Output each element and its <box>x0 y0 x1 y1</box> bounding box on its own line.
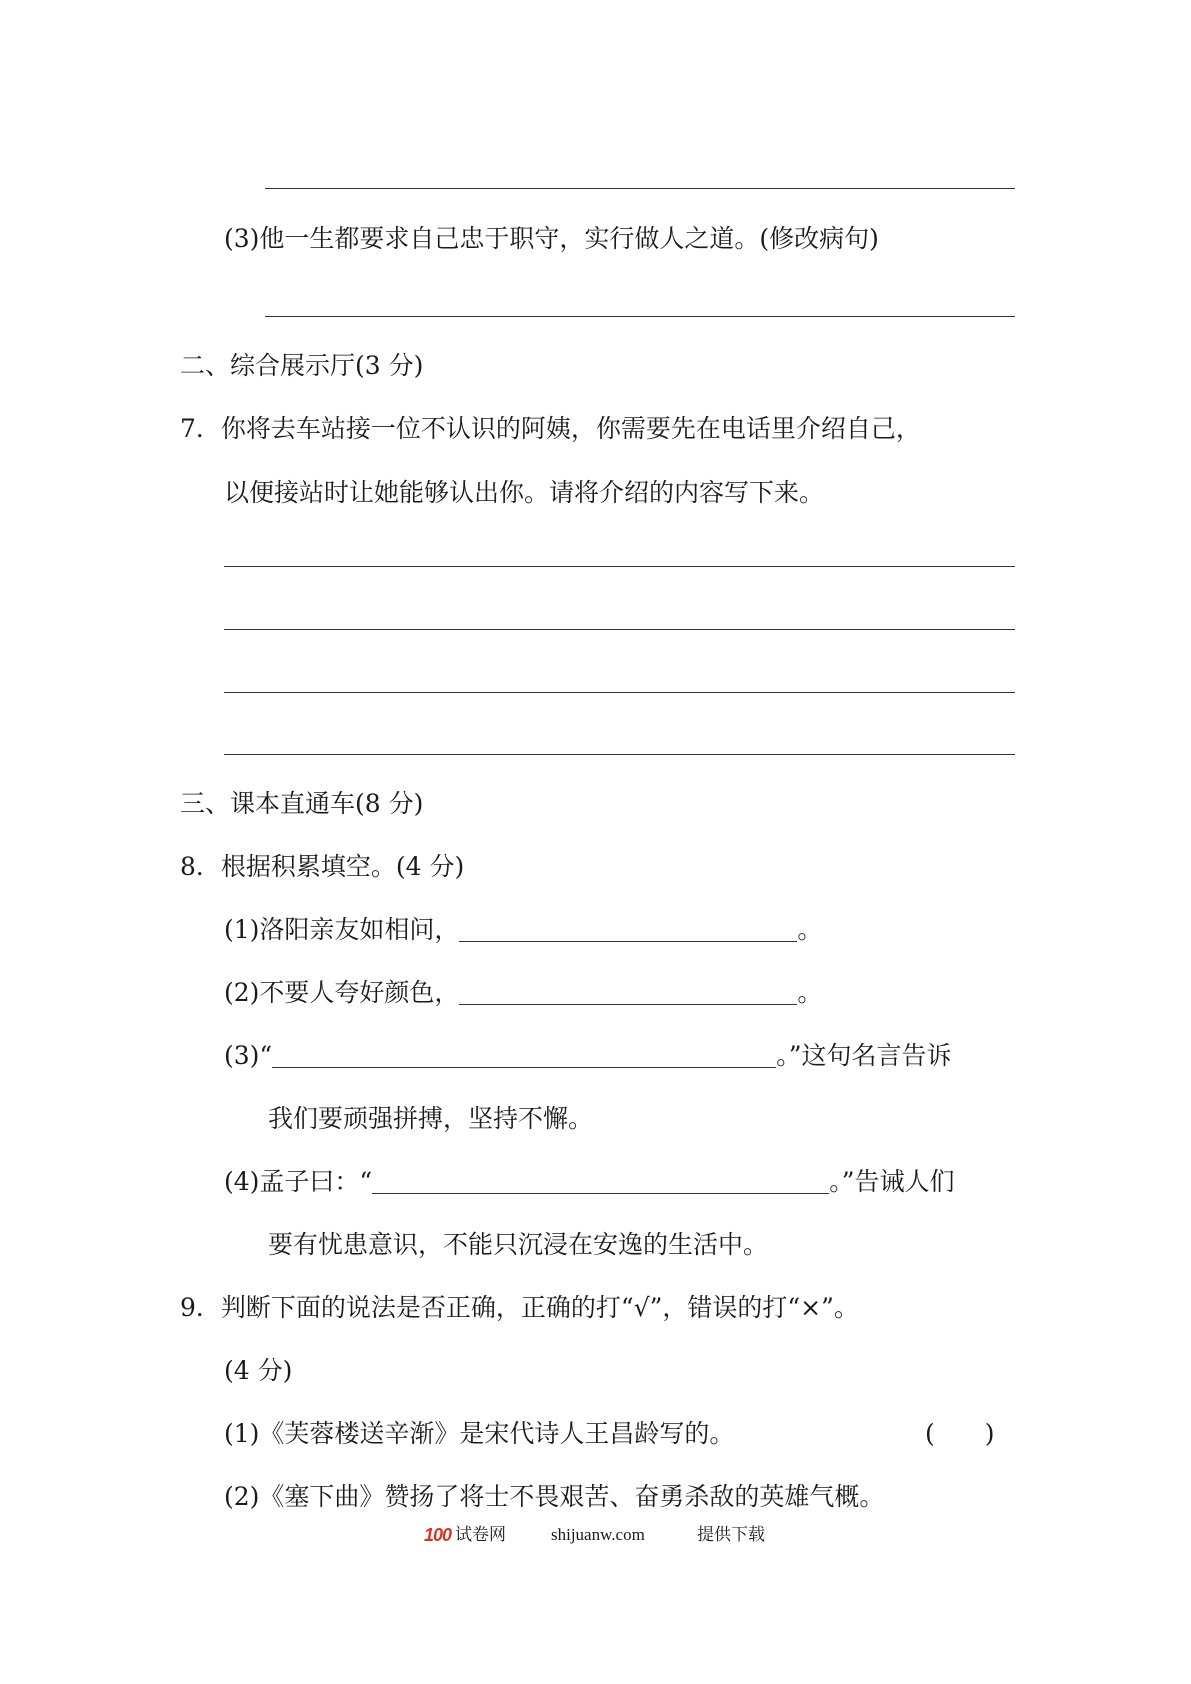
question-8-2 <box>224 976 822 1010</box>
answer-line[interactable] <box>224 754 1015 755</box>
question-8-3-end: 。”这句名言告诉 <box>776 1041 952 1070</box>
question-8: 8．根据积累填空。(4 分) <box>180 852 465 881</box>
question-8-3-line-2: 我们要顽强拼搏，坚持不懈。 <box>268 1104 594 1133</box>
question-8-4-line-2: 要有忧患意识，不能只沉浸在安逸的生活中。 <box>268 1230 769 1259</box>
question-8-2-end: 。 <box>797 978 823 1007</box>
fill-blank[interactable] <box>372 1169 829 1194</box>
fill-blank[interactable] <box>459 917 797 942</box>
question-8-1-end: 。 <box>797 915 823 944</box>
question-8-1-text: (1)洛阳亲友如相问， <box>224 915 460 944</box>
question-9-line-2: (4 分) <box>224 1356 293 1385</box>
question-7-line-2: 以便接站时让她能够认出你。请将介绍的内容写下来。 <box>224 478 825 507</box>
question-8-3 <box>224 1039 952 1073</box>
answer-line[interactable] <box>265 316 1015 317</box>
question-8-3-text: (3)“ <box>224 1041 273 1070</box>
question-8-4-text: (4)孟子曰：“ <box>224 1167 373 1196</box>
answer-parentheses[interactable]: ( ) <box>925 1419 995 1448</box>
answer-line[interactable] <box>224 566 1015 567</box>
question-6-3: (3)他一生都要求自己忠于职守，实行做人之道。(修改病句) <box>224 224 879 253</box>
question-8-4 <box>224 1165 954 1199</box>
question-8-1 <box>224 913 822 947</box>
answer-line[interactable] <box>224 629 1015 630</box>
answer-line[interactable] <box>224 692 1015 693</box>
fill-blank[interactable] <box>459 980 797 1005</box>
question-9-2: (2)《塞下曲》赞扬了将士不畏艰苦、奋勇杀敌的英雄气概。 <box>224 1482 885 1511</box>
download-note: 提供下载 <box>697 1525 765 1544</box>
answer-line[interactable] <box>265 188 1015 189</box>
question-7-line-1: 7．你将去车站接一位不认识的阿姨，你需要先在电话里介绍自己， <box>180 414 921 443</box>
section-heading-3: 三、课本直通车(8 分) <box>180 789 424 818</box>
site-name: 试卷网 <box>455 1525 506 1544</box>
question-8-2-text: (2)不要人夸好颜色， <box>224 978 460 1007</box>
question-9-1: (1)《芙蓉楼送辛渐》是宋代诗人王昌龄写的。 <box>224 1419 735 1448</box>
site-url[interactable]: shijuanw.com <box>551 1525 645 1544</box>
question-8-4-end: 。”告诫人们 <box>829 1167 955 1196</box>
question-9-line-1: 9．判断下面的说法是否正确，正确的打“√”，错误的打“×”。 <box>180 1293 859 1322</box>
fill-blank[interactable] <box>272 1043 776 1068</box>
section-heading-2: 二、综合展示厅(3 分) <box>180 351 424 380</box>
site-logo: 100 <box>424 1525 452 1545</box>
